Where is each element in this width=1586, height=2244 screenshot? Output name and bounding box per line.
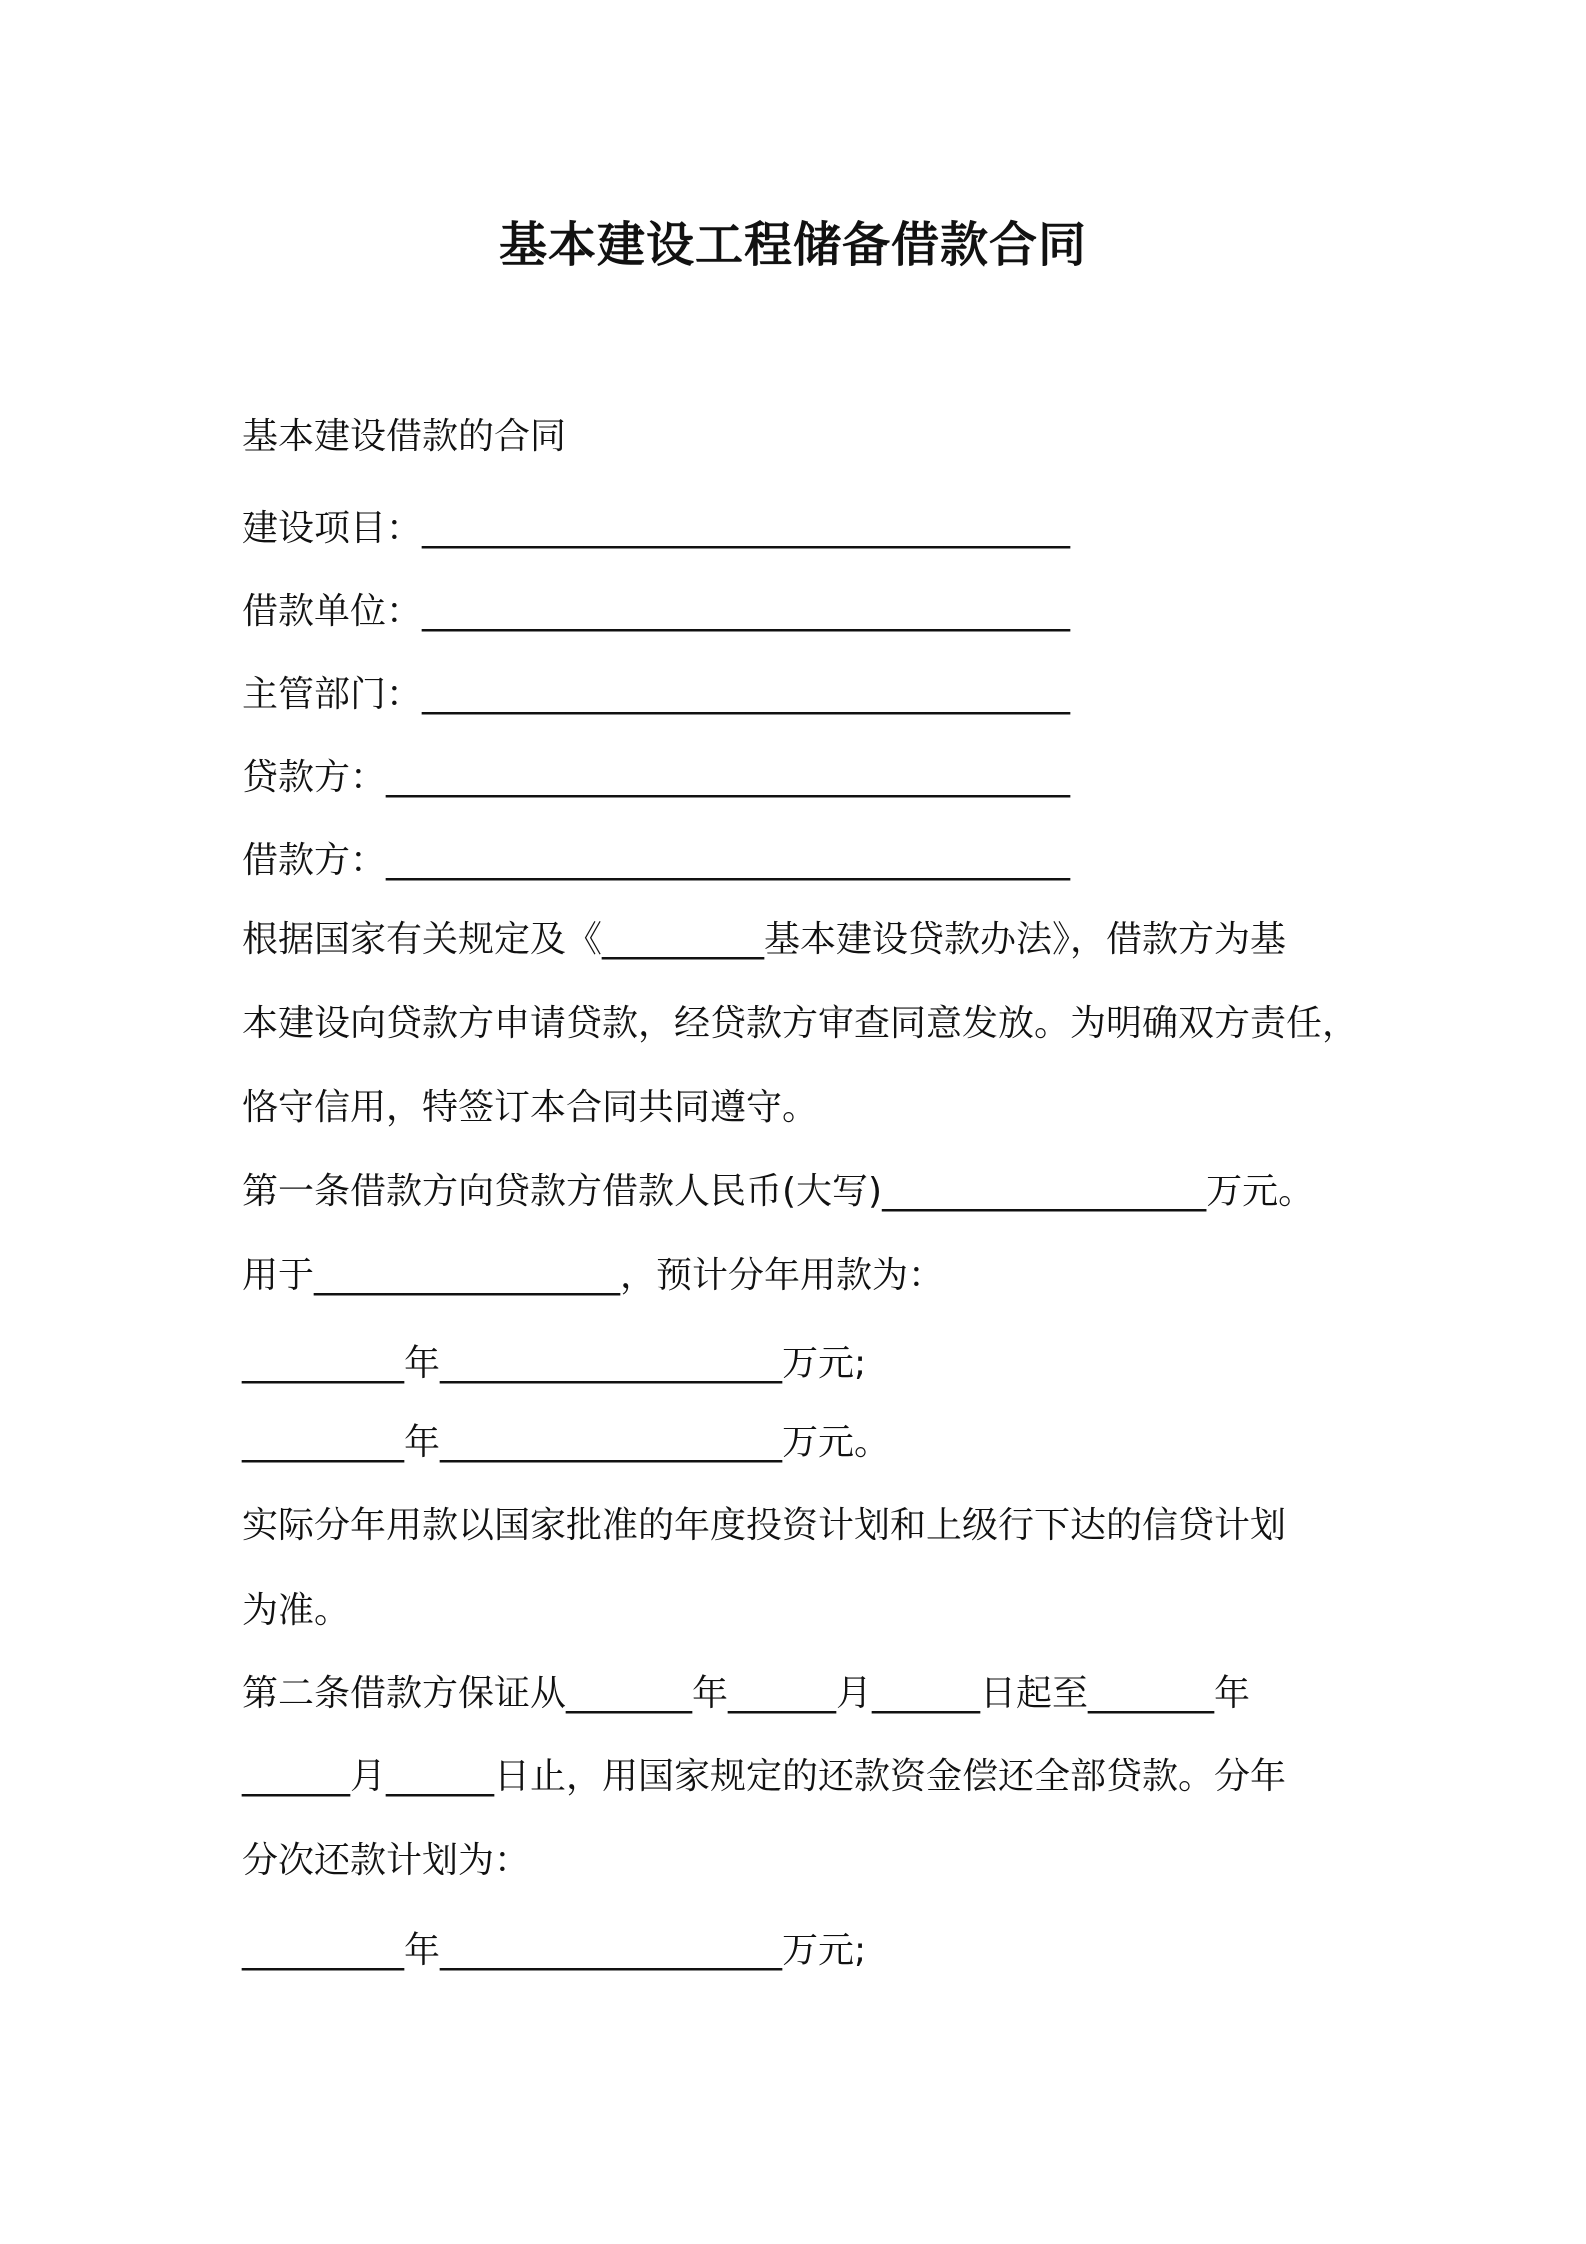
document-title: 基本建设工程储备借款合同 <box>498 217 1087 273</box>
preamble-line-1: 根据国家有关规定及《_________基本建设贷款办法》，借款方为基 <box>242 919 1287 960</box>
repayment-row-1: _________年___________________万元; <box>242 1930 867 1971</box>
article-1-line-1: 第一条借款方向贷款方借款人民币(大写)__________________万元。 <box>242 1171 1315 1212</box>
article-1-line-2: 用于_________________，预计分年用款为： <box>242 1255 945 1296</box>
preamble-line-3: 恪守信用，特签订本合同共同遵守。 <box>242 1087 819 1128</box>
article-2-line-2: ______月______日止，用国家规定的还款资金偿还全部贷款。分年 <box>242 1756 1287 1797</box>
annual-usage-row-1: _________年___________________万元; <box>242 1343 867 1384</box>
article-1-note-line-1: 实际分年用款以国家批准的年度投资计划和上级行下达的信贷计划 <box>242 1505 1287 1546</box>
article-1-note-line-2: 为准。 <box>242 1590 351 1631</box>
article-2-line-3: 分次还款计划为： <box>242 1840 531 1881</box>
contract-subtitle: 基本建设借款的合同 <box>242 416 567 457</box>
article-2-line-1: 第二条借款方保证从_______年______月______日起至_______年 <box>242 1673 1251 1714</box>
field-lender: 贷款方：______________________________________ <box>242 757 1071 798</box>
field-borrower: 借款方：______________________________________ <box>242 840 1071 881</box>
field-construction-project: 建设项目：____________________________________ <box>242 508 1071 549</box>
field-supervising-department: 主管部门：____________________________________ <box>242 674 1071 715</box>
field-borrowing-unit: 借款单位：____________________________________ <box>242 591 1071 632</box>
preamble-line-2: 本建设向贷款方申请贷款，经贷款方审查同意发放。为明确双方责任， <box>242 1003 1359 1044</box>
annual-usage-row-2: _________年___________________万元。 <box>242 1422 891 1463</box>
